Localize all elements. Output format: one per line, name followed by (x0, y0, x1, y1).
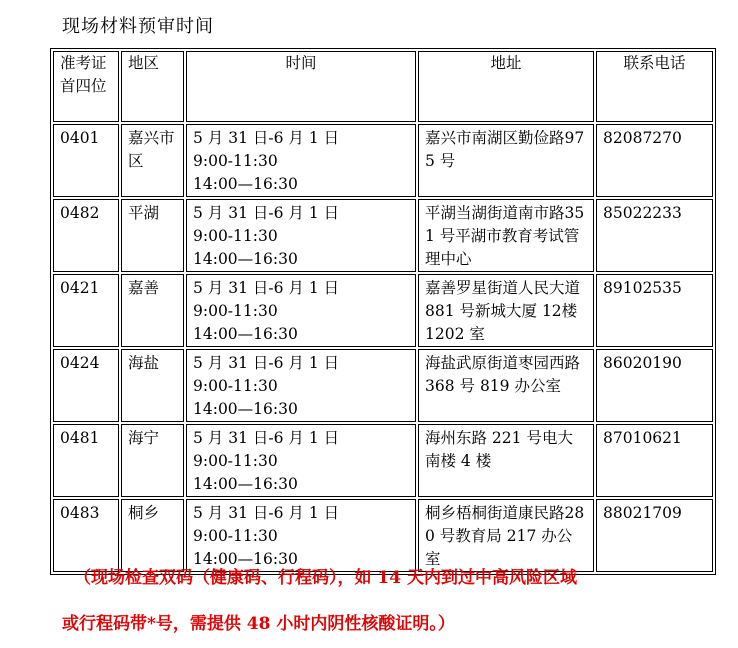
cell-region (121, 274, 184, 347)
cell-code: 0421 (53, 274, 119, 347)
cell-phone: 85022233 (596, 199, 713, 272)
cell-phone: 86020190 (596, 349, 713, 422)
region-text: 嘉兴市区 (128, 129, 175, 170)
page-title: 现场材料预审时间 (62, 16, 214, 37)
cell-time (186, 424, 416, 497)
header-address: 地址 (418, 51, 594, 122)
cell-phone: 87010621 (596, 424, 713, 497)
cell-address (418, 274, 594, 347)
time-date: 5 月 31 日-6 月 1 日 (193, 354, 340, 372)
notice-text (62, 566, 682, 636)
header-phone: 联系电话 (596, 51, 713, 122)
cell-code: 0481 (53, 424, 119, 497)
time-date: 5 月 31 日-6 月 1 日 (193, 504, 340, 522)
cell-region (121, 424, 184, 497)
time-pm: 14:00—16:30 (193, 325, 298, 343)
table-header-row (53, 51, 713, 122)
cell-region (121, 199, 184, 272)
table-row (53, 499, 713, 572)
cell-phone: 82087270 (596, 124, 713, 197)
time-am: 9:00-11:30 (193, 302, 278, 320)
cell-time (186, 274, 416, 347)
time-date: 5 月 31 日-6 月 1 日 (193, 129, 340, 147)
cell-address (418, 199, 594, 272)
region-text: 海宁 (128, 429, 160, 447)
cell-time (186, 499, 416, 572)
cell-time (186, 199, 416, 272)
region-text: 桐乡 (128, 504, 160, 522)
address-text: 桐乡梧桐街道康民路280 号教育局 217 办公室 (425, 504, 585, 568)
table-row (53, 124, 713, 197)
time-am: 9:00-11:30 (193, 227, 278, 245)
time-date: 5 月 31 日-6 月 1 日 (193, 204, 340, 222)
notice-line-1: （现场检查双码（健康码、行程码），如 14 天内到过中高风险区域 (74, 568, 577, 588)
cell-phone: 89102535 (596, 274, 713, 347)
table-row (53, 349, 713, 422)
notice-line-2: 或行程码带*号，需提供 48 小时内阴性核酸证明。） (62, 614, 455, 634)
cell-address (418, 124, 594, 197)
time-date: 5 月 31 日-6 月 1 日 (193, 429, 340, 447)
cell-code: 0424 (53, 349, 119, 422)
schedule-table (50, 48, 716, 575)
cell-time (186, 349, 416, 422)
region-text: 海盐 (128, 354, 160, 372)
cell-address (418, 499, 594, 572)
time-am: 9:00-11:30 (193, 527, 278, 545)
header-region: 地区 (121, 51, 184, 122)
time-date: 5 月 31 日-6 月 1 日 (193, 279, 340, 297)
time-pm: 14:00—16:30 (193, 400, 298, 418)
time-pm: 14:00—16:30 (193, 250, 298, 268)
time-pm: 14:00—16:30 (193, 475, 298, 493)
cell-phone: 88021709 (596, 499, 713, 572)
header-code: 准考证首四位 (53, 51, 119, 122)
time-pm: 14:00—16:30 (193, 175, 298, 193)
cell-region (121, 499, 184, 572)
cell-code: 0482 (53, 199, 119, 272)
cell-time (186, 124, 416, 197)
cell-address (418, 424, 594, 497)
address-text: 海盐武原街道枣园西路 368 号 819 办公室 (425, 354, 581, 395)
address-text: 嘉兴市南湖区勤俭路975 号 (425, 129, 585, 170)
cell-region (121, 349, 184, 422)
cell-address (418, 349, 594, 422)
cell-code: 0483 (53, 499, 119, 572)
time-am: 9:00-11:30 (193, 452, 278, 470)
region-text: 嘉善 (128, 279, 160, 297)
region-text: 平湖 (128, 204, 160, 222)
time-am: 9:00-11:30 (193, 152, 278, 170)
cell-code: 0401 (53, 124, 119, 197)
address-text: 平湖当湖街道南市路351 号平湖市教育考试管理中心 (425, 204, 585, 268)
header-time: 时间 (186, 51, 416, 122)
time-pm: 14:00—16:30 (193, 550, 298, 568)
address-text: 嘉善罗星街道人民大道 881 号新城大厦 12楼 1202 室 (425, 279, 581, 343)
address-text: 海州东路 221 号电大南楼 4 楼 (425, 429, 573, 470)
table-row (53, 274, 713, 347)
table-row (53, 199, 713, 272)
cell-region (121, 124, 184, 197)
table-row (53, 424, 713, 497)
time-am: 9:00-11:30 (193, 377, 278, 395)
